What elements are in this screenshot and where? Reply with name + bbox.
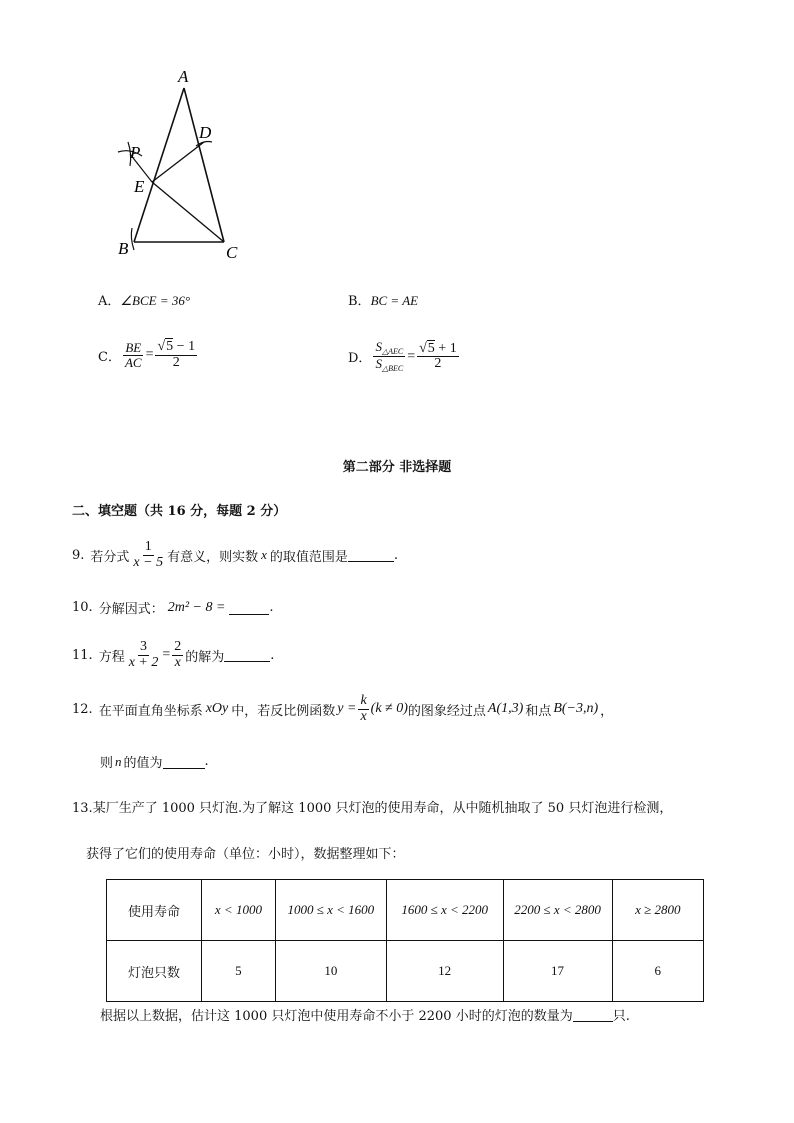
option-a-letter: A． [98,294,121,309]
q11-rhs-fraction [172,640,183,670]
option-c-lhs-fraction [123,341,144,369]
q13-answer-blank[interactable] [573,1008,613,1022]
q11-number: 11. [72,647,93,663]
q12-fraction [358,694,368,724]
triangle-figure [100,60,270,270]
option-d-letter: D． [348,351,372,367]
option-c-rhs-den: 2 [172,354,180,370]
table-header-cell: x ≥ 2800 [612,880,703,941]
option-d-rhs-den: 2 [434,356,442,372]
table-cell: 12 [386,941,503,1002]
option-c-lhs-den: AC [124,354,142,370]
option-b-letter: B． [348,294,371,309]
q12-mid1: 中，若反比例函数 [231,703,336,719]
q12-point-b: B(−3,n) [553,701,599,717]
q13-after-post: 只. [612,1009,630,1024]
q12-function-lhs: y = [337,701,357,717]
q11-eq: = [162,647,171,663]
q11-lhs-num: 3 [140,639,148,654]
option-d-eq: = [407,348,416,364]
table-cell: 17 [503,941,612,1002]
q13-after-pre: 根据以上数据，估计这 1000 只灯泡中使用寿命不小于 2200 小时的灯泡的数量为 [100,1009,573,1024]
section-subtitle: 二、填空题（共 16 分，每题 2 分） [72,504,287,519]
option-a[interactable] [98,290,190,309]
table-header-cell: 2200 ≤ x < 2800 [503,880,612,941]
q9-answer-blank[interactable] [348,548,394,562]
option-d-lhs-den: $S_{\triangle BEC}$ [375,356,404,374]
label-b: B [118,239,129,258]
segment-ab [134,88,184,242]
option-b-expr: BC = AE [370,293,419,308]
q9-pre: 若分式 [90,549,130,565]
q13-line1: 某厂生产了 1000 只灯泡.为了解这 1000 只灯泡的使用寿命，从中随机抽取了 50 只灯泡进行检测， [92,801,673,816]
q12-pre: 在平面直角坐标系 [98,703,203,719]
q12-coordinate-system: xOy [205,701,229,717]
q12-line2-post: 的值为 [123,756,163,771]
q11-pre: 方程 [98,649,125,665]
q10-expr: 2m² − 8 = [167,599,226,615]
q13-number: 13. [72,801,93,816]
q12-number: 12. [72,701,93,717]
option-b[interactable] [348,290,418,309]
option-a-expr: ∠BCE = 36° [120,293,191,308]
option-d-lhs-fraction [373,340,405,374]
option-d-rhs-rest: + 1 [434,340,457,356]
table-cell: 10 [275,941,386,1002]
question-13 [72,797,672,816]
table-header-row [107,880,704,941]
question-12-line2 [100,752,209,771]
q9-fraction [131,540,165,570]
label-e: E [134,177,145,196]
q11-post: 的解为 [185,649,225,665]
q12-line2-var: n [115,753,122,769]
segment-ac [184,88,224,242]
segment-ec [152,182,224,242]
question-13-after [100,1005,630,1024]
option-d-sqrt-arg: 5 [427,340,435,356]
label-a: A [178,67,189,86]
q12-mid2: 的图象经过点 [407,703,486,719]
q10-number: 10. [72,600,93,615]
option-c-rhs-fraction [155,340,197,370]
question-9 [72,540,398,570]
q10-pre: 分解因式： [98,602,164,617]
table-header-cell: 1600 ≤ x < 2200 [386,880,503,941]
label-c: C [226,243,238,262]
q10-end: . [269,600,274,615]
q11-lhs-fraction [127,640,161,670]
question-11 [72,640,274,670]
q12-point-a: A(1,3) [487,701,524,717]
option-d-rhs-num: √5 + 1 [419,340,457,356]
q12-line2-pre: 则 [100,756,114,771]
option-c-letter: C． [98,349,121,365]
section-title: 第二部分 非选择题 [342,460,452,475]
table-cell: 灯泡只数 [107,941,202,1002]
q12-line2-end: . [204,754,209,769]
q9-fraction-num: 1 [144,539,152,554]
q9-post: 的取值范围是 [269,549,348,565]
option-d[interactable] [348,340,461,374]
q12-fraction-num: k [360,693,367,708]
q11-rhs-num: 2 [174,639,182,654]
q9-mid: 有意义，则实数 [167,549,259,565]
question-12 [72,694,613,724]
q9-fraction-den: x − 5 [133,554,164,570]
q9-end: . [393,547,399,563]
q11-end: . [270,647,275,663]
table-header-cell: 1000 ≤ x < 1600 [275,880,386,941]
option-c[interactable] [98,340,199,370]
table-header-cell: x < 1000 [202,880,276,941]
q9-var: x [261,547,267,563]
option-d-rhs-fraction [417,342,459,372]
option-d-lhs-num: $S_{\triangle AEC}$ [375,339,404,356]
q9-number: 9. [72,547,85,563]
q12-fraction-den: x [360,708,367,724]
table-header-cell: 使用寿命 [107,880,202,941]
q11-answer-blank[interactable] [224,648,270,662]
q12-end: ， [600,703,614,719]
table-row [107,941,704,1002]
question-13-line2: 获得了它们的使用寿命（单位：小时），数据整理如下： [86,847,405,862]
option-c-rhs-num: √5 − 1 [157,339,196,354]
label-p: P [130,143,141,162]
arc-at-b [131,228,134,250]
q12-condition: (k ≠ 0) [370,701,408,717]
table-cell: 6 [612,941,703,1002]
option-c-eq: = [145,347,154,363]
label-d: D [199,123,212,142]
lifespan-table [106,879,704,1002]
option-c-rhs-rest: − 1 [173,339,196,354]
q11-rhs-den: x [174,654,181,670]
q12-mid3: 和点 [525,703,552,719]
question-10 [72,598,274,617]
option-c-lhs-num: BE [125,340,142,356]
q11-lhs-den: x + 2 [128,654,159,670]
table-cell: 5 [202,941,276,1002]
option-c-sqrt-arg: 5 [166,339,174,354]
q12-answer-blank[interactable] [163,755,205,769]
q10-answer-blank[interactable] [229,601,269,615]
